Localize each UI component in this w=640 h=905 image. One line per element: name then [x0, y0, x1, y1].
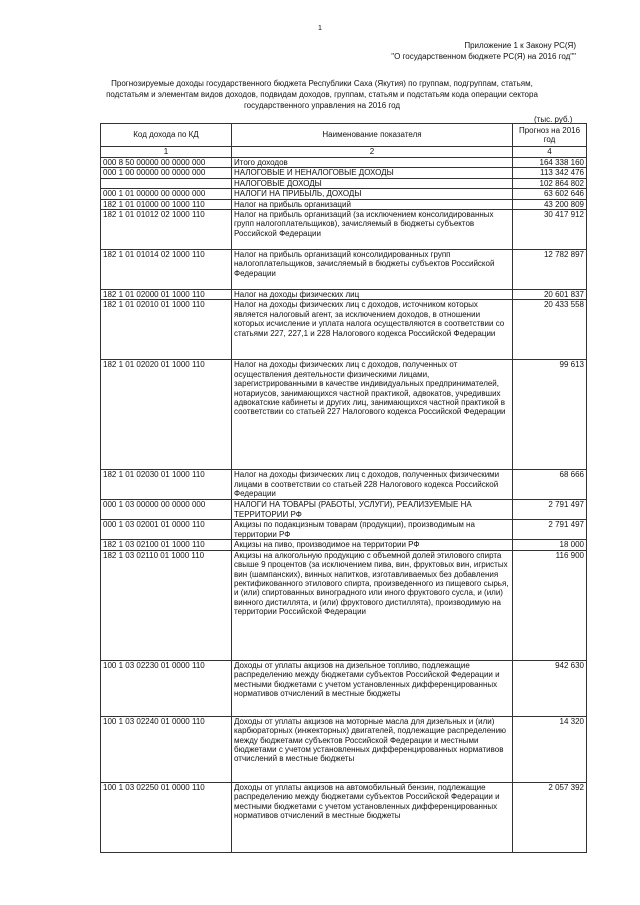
- table-row: [101, 660, 587, 716]
- row-code: 182 1 01 02020 01 1000 110: [101, 360, 232, 470]
- row-value: 164 338 160: [513, 158, 587, 168]
- row-name: Доходы от уплаты акцизов на автомобильный бензин, подлежащие распределению между бюджетами субъектов Российской Федерации и местными бюджетами с учетом установленных дифференцированных нормативов отчислений в местные бюджеты: [232, 782, 513, 852]
- row-name: НАЛОГОВЫЕ ДОХОДЫ: [232, 178, 513, 188]
- row-name: НАЛОГИ НА ПРИБЫЛЬ, ДОХОДЫ: [232, 189, 513, 199]
- table-row: [101, 500, 587, 520]
- row-name: Налог на прибыль организаций консолидированных групп налогоплательщиков, зачисляемый в бюджеты субъектов Российской Федерации: [232, 250, 513, 290]
- row-name: Акцизы по подакцизным товарам (продукции), производимым на территории РФ: [232, 520, 513, 540]
- revenue-table: [100, 123, 587, 853]
- row-value: 14 320: [513, 716, 587, 782]
- column-number-2: 2: [232, 147, 513, 158]
- row-name: Налог на доходы физических лиц: [232, 290, 513, 300]
- page-number: 1: [317, 23, 323, 32]
- header-name: Наименование показателя: [232, 124, 513, 147]
- table-row: [101, 470, 587, 500]
- row-name: Налог на доходы физических лиц с доходов, полученных от осуществления деятельности физическими лицами, зарегистрированными в качестве индивидуальных предпринимателей, нотариусов, занимающихся частной практикой, адвокатов, учредивших адвокатские кабинеты и других лиц, занимающихся частной практикой в соответствии со статьей 227 Налогового кодекса Российской Федерации: [232, 360, 513, 470]
- table-row: [101, 716, 587, 782]
- row-code: 000 1 00 00000 00 0000 000: [101, 168, 232, 178]
- row-name: Акцизы на алкогольную продукцию с объемной долей этилового спирта свыше 9 процентов (за исключением пива, вин, фруктовых вин, игристых вин (шампанских), винных напитков, изготавливаемых без добавления ректификованного этилового спирта, произведенного из пищевого сырья, и (или) спиртованных виноградного или иного фруктового сусла, и (или) винного дистиллята, и (или) фруктового дистиллята), производимую на территории Российской Федерации: [232, 550, 513, 660]
- row-name: Итого доходов: [232, 158, 513, 168]
- row-code: 182 1 01 02000 01 1000 110: [101, 290, 232, 300]
- row-code: 000 8 50 00000 00 0000 000: [101, 158, 232, 168]
- row-code: [101, 178, 232, 188]
- appendix-line-2: "О государственном бюджете РС(Я) на 2016 год"": [391, 52, 576, 61]
- row-code: 182 1 03 02110 01 1000 110: [101, 550, 232, 660]
- header-value: Прогноз на 2016 год: [513, 124, 587, 147]
- row-name: НАЛОГИ НА ТОВАРЫ (РАБОТЫ, УСЛУГИ), РЕАЛИЗУЕМЫЕ НА ТЕРРИТОРИИ РФ: [232, 500, 513, 520]
- table-row: [101, 158, 587, 168]
- row-code: 182 1 01 02030 01 1000 110: [101, 470, 232, 500]
- column-number-row: [101, 147, 587, 158]
- row-value: 99 613: [513, 360, 587, 470]
- row-value: 68 666: [513, 470, 587, 500]
- row-name: Налог на доходы физических лиц с доходов, источником которых является налоговый агент, за исключением доходов, в отношении которых исчисление и уплата налога осуществляются в соответствии со статьями 227, 227,1 и 228 Налогового кодекса Российской Федерации: [232, 300, 513, 360]
- row-code: 000 1 03 02001 01 0000 110: [101, 520, 232, 540]
- table-row: [101, 782, 587, 852]
- row-value: 20 601 837: [513, 290, 587, 300]
- row-value: 2 791 497: [513, 500, 587, 520]
- row-code: 000 1 03 00000 00 0000 000: [101, 500, 232, 520]
- row-code: 000 1 01 00000 00 0000 000: [101, 189, 232, 199]
- row-name: Доходы от уплаты акцизов на дизельное топливо, подлежащие распределению между бюджетами субъектов Российской Федерации и местными бюджетами с учетом установленных дифференцированных нормативов отчислений в местные бюджеты: [232, 660, 513, 716]
- table-row: [101, 550, 587, 660]
- table-row: [101, 210, 587, 250]
- row-name: НАЛОГОВЫЕ И НЕНАЛОГОВЫЕ ДОХОДЫ: [232, 168, 513, 178]
- table-row: [101, 290, 587, 300]
- row-code: 182 1 01 01014 02 1000 110: [101, 250, 232, 290]
- row-code: 182 1 01 01012 02 1000 110: [101, 210, 232, 250]
- row-value: 12 782 897: [513, 250, 587, 290]
- table-row: [101, 540, 587, 550]
- row-code: 100 1 03 02240 01 0000 110: [101, 716, 232, 782]
- table-header-row: [101, 124, 587, 147]
- row-value: 113 342 476: [513, 168, 587, 178]
- table-row: [101, 168, 587, 178]
- row-value: 2 791 497: [513, 520, 587, 540]
- row-name: Налог на доходы физических лиц с доходов, полученных физическими лицами в соответствии со статьей 228 Налогового кодекса Российской Федерации: [232, 470, 513, 500]
- row-code: 100 1 03 02230 01 0000 110: [101, 660, 232, 716]
- row-code: 182 1 01 02010 01 1000 110: [101, 300, 232, 360]
- row-value: 63 602 646: [513, 189, 587, 199]
- table-row: [101, 520, 587, 540]
- row-value: 20 433 558: [513, 300, 587, 360]
- row-name: Налог на прибыль организаций (за исключением консолидированных групп налогоплательщиков), зачисляемый в бюджеты субъектов Российской Федерации: [232, 210, 513, 250]
- row-value: 30 417 912: [513, 210, 587, 250]
- row-value: 2 057 392: [513, 782, 587, 852]
- appendix-note: [391, 40, 576, 62]
- row-code: 100 1 03 02250 01 0000 110: [101, 782, 232, 852]
- row-value: 942 630: [513, 660, 587, 716]
- column-number-1: 1: [101, 147, 232, 158]
- row-value: 43 200 809: [513, 199, 587, 209]
- table-row: [101, 189, 587, 199]
- table-row: [101, 360, 587, 470]
- table-row: [101, 178, 587, 188]
- row-code: 182 1 01 01000 00 1000 110: [101, 199, 232, 209]
- row-code: 182 1 03 02100 01 1000 110: [101, 540, 232, 550]
- header-code: Код дохода по КД: [101, 124, 232, 147]
- table-row: [101, 199, 587, 209]
- document-title: Прогнозируемые доходы государственного бюджета Республики Саха (Якутия) по группам, подгруппам, статьям, подстатьям и элементам видов доходов, подвидам доходов, группам, статьям и подстатьям кода операции сектора государственного управления на 2016 год: [106, 79, 538, 110]
- row-value: 102 864 802: [513, 178, 587, 188]
- row-value: 18 000: [513, 540, 587, 550]
- table-row: [101, 250, 587, 290]
- column-number-4: 4: [513, 147, 587, 158]
- row-name: Налог на прибыль организаций: [232, 199, 513, 209]
- appendix-line-1: Приложение 1 к Закону РС(Я): [464, 41, 576, 50]
- table-row: [101, 300, 587, 360]
- unit-label: (тыс. руб.): [534, 115, 573, 124]
- row-name: Акцизы на пиво, производимое на территории РФ: [232, 540, 513, 550]
- row-name: Доходы от уплаты акцизов на моторные масла для дизельных и (или) карбюраторных (инжекторных) двигателей, подлежащие распределению между бюджетами субъектов Российской Федерации и местными бюджетами с учетом установленных дифференцированных нормативов отчислений в местные бюджеты: [232, 716, 513, 782]
- row-value: 116 900: [513, 550, 587, 660]
